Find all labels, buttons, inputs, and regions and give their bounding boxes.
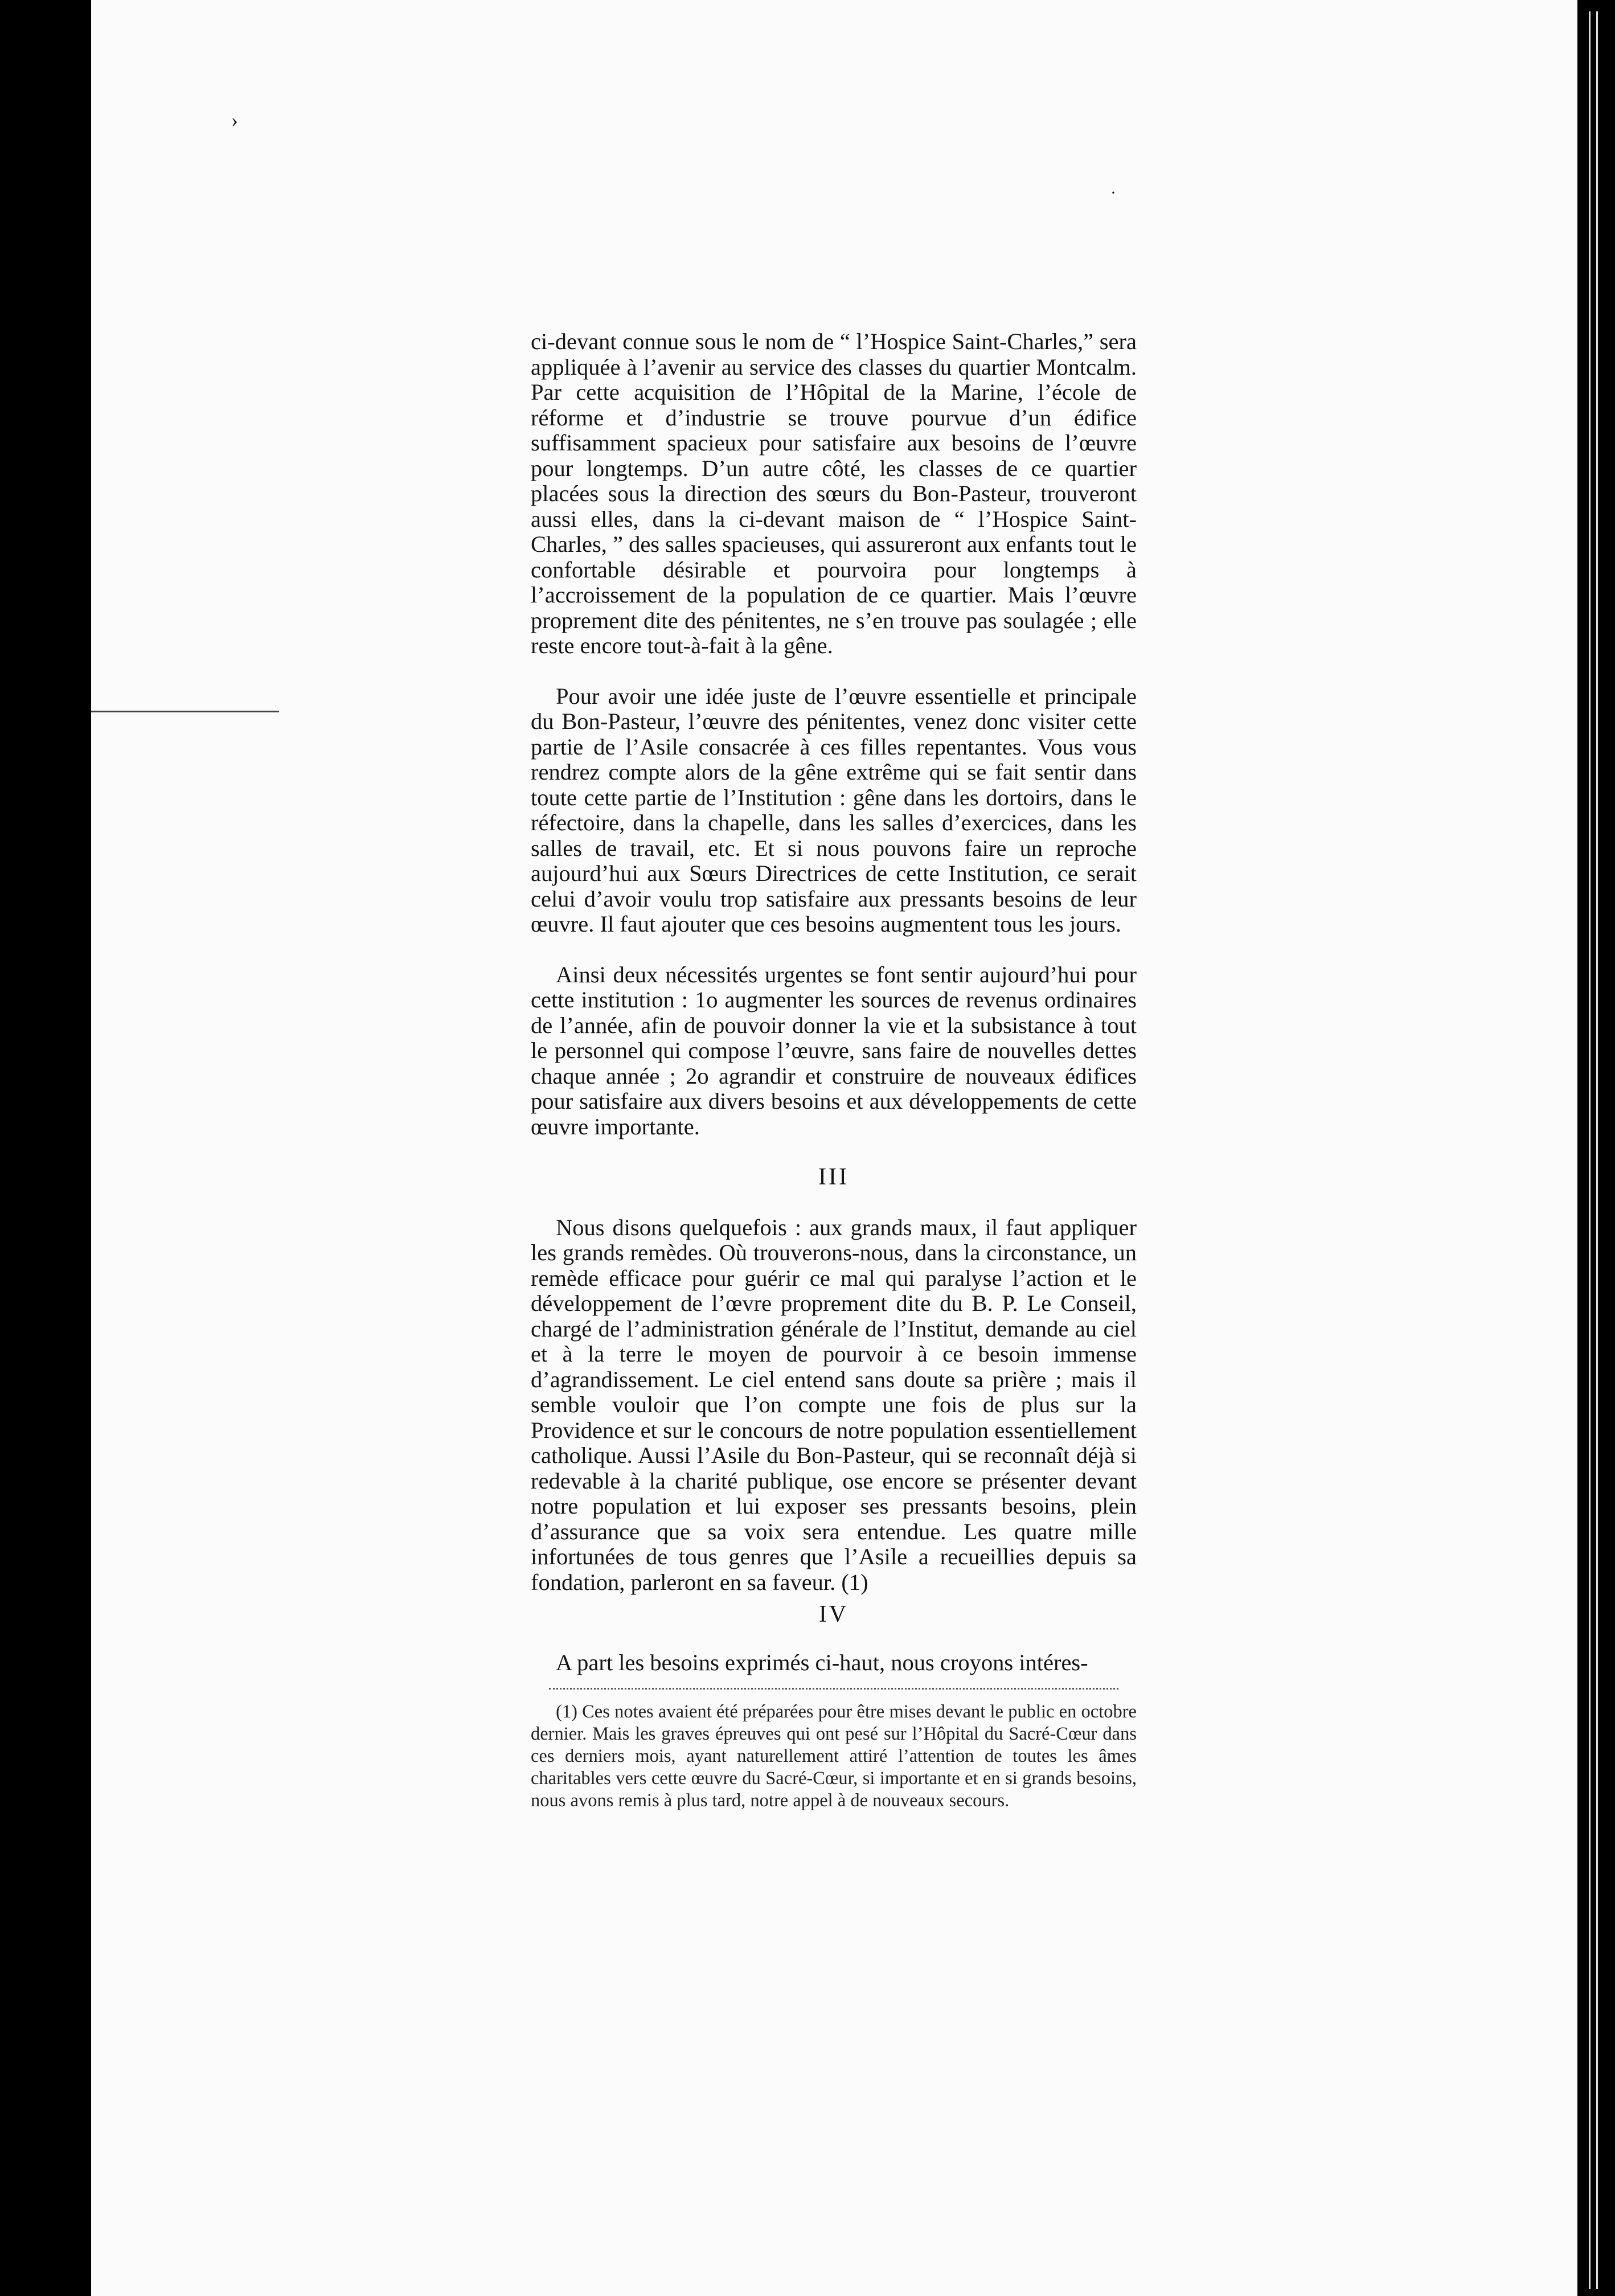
footnote: (1) Ces notes avaient été préparées pour être mises devant le public en octobre dernier. Mais les graves épreuves qui ont pesé sur l’Hôpital du Sacré-Cœur dans ces derniers mois, ayant naturellement attiré l’attention de toutes les âmes charitables vers cette œuvre du Sacré-Cœur, si importante et en si grands besoins, nous avons remis à plus tard, notre appel à de nouveaux secours.	[531, 1702, 1137, 1811]
paragraph-1: ci-devant connue sous le nom de “ l’Hospice Saint-Charles,” sera appliquée à l’avenir au service des classes du quartier Montcalm. Par cette acquisition de l’Hôpital de la Marine, l’école de réforme et d’industrie se trouve pourvue d’un édifice suffisamment spacieux pour satisfaire aux besoins de l’œuvre pour longtemps. D’un autre côté, les classes de ce quartier placées sous la direction des sœurs du Bon-Pasteur, trouveront aussi elles, dans la ci-devant maison de “ l’Hospice Saint-Charles, ” des salles spacieuses, qui assureront aux enfants tout le confortable désirable et pourvoira pour longtemps à l’accroissement de la population de ce quartier. Mais l’œuvre proprement dite des pénitentes, ne s’en trouve pas soulagée ; elle reste encore tout-à-fait à la gêne.	[531, 329, 1137, 658]
scan-mark: ›	[231, 109, 238, 132]
scan-line	[91, 711, 279, 712]
paragraph-2: Pour avoir une idée juste de l’œuvre essentielle et principale du Bon-Pasteur, l’œuvre des pénitentes, venez donc visiter cette partie de l’Asile consacrée à ces filles repentantes. Vous vous rendrez compte alors de la gêne extrême qui se fait sentir dans toute cette partie de l’Institution : gêne dans les dortoirs, dans le réfectoire, dans la chapelle, dans les salles d’exercices, dans les salles de travail, etc. Et si nous pouvons faire un reproche aujourd’hui aux Sœurs Directrices de cette Institution, ce serait celui d’avoir voulu trop satisfaire aux pressants besoins de leur œuvre. Il faut ajouter que ces besoins augmentent tous les jours.	[531, 683, 1137, 937]
section-heading-3: III	[818, 1164, 849, 1190]
paragraph-4: Nous disons quelquefois : aux grands maux, il faut appliquer les grands remèdes. Où trouverons-nous, dans la circonstance, un remède efficace pour guérir ce mal qui paralyse l’action et le développement de l’œvre proprement dite du B. P. Le Conseil, chargé de l’administration générale de l’Institut, demande au ciel et à la terre le moyen de pourvoir à ce besoin immense d’agrandissement. Le ciel entend sans doute sa prière ; mais il semble vouloir que l’on compte une fois de plus sur la Providence et sur le concours de notre population essentiellement catholique. Aussi l’Asile du Bon-Pasteur, qui se reconnaît déjà si redevable à la charité publique, ose encore se présenter devant notre population et lui exposer ses pressants besoins, plein d’assurance que sa voix sera entendue. Les quatre mille infortunées de tous genres que l’Asile a recueillies depuis sa fondation, parleront en sa faveur. (1)	[531, 1214, 1137, 1595]
page-edge	[1589, 11, 1598, 2289]
section-heading-4: IV	[818, 1601, 849, 1627]
paragraph-3: Ainsi deux nécessités urgentes se font sentir aujourd’hui pour cette institution : 1o augmenter les sources de revenus ordinaires de l’année, afin de pouvoir donner la vie et la subsistance à tout le personnel qui compose l’œuvre, sans faire de nouvelles dettes chaque année ; 2o agrandir et construire de nouveaux édifices pour satisfaire aux divers besoins et aux développements de cette œuvre importante.	[531, 961, 1137, 1139]
paragraph-5: A part les besoins exprimés ci-haut, nous croyons intéres-	[556, 1649, 1088, 1675]
footnote-rule	[549, 1688, 1118, 1690]
scan-dot: ·	[1110, 183, 1116, 202]
text-column	[531, 329, 1137, 1812]
